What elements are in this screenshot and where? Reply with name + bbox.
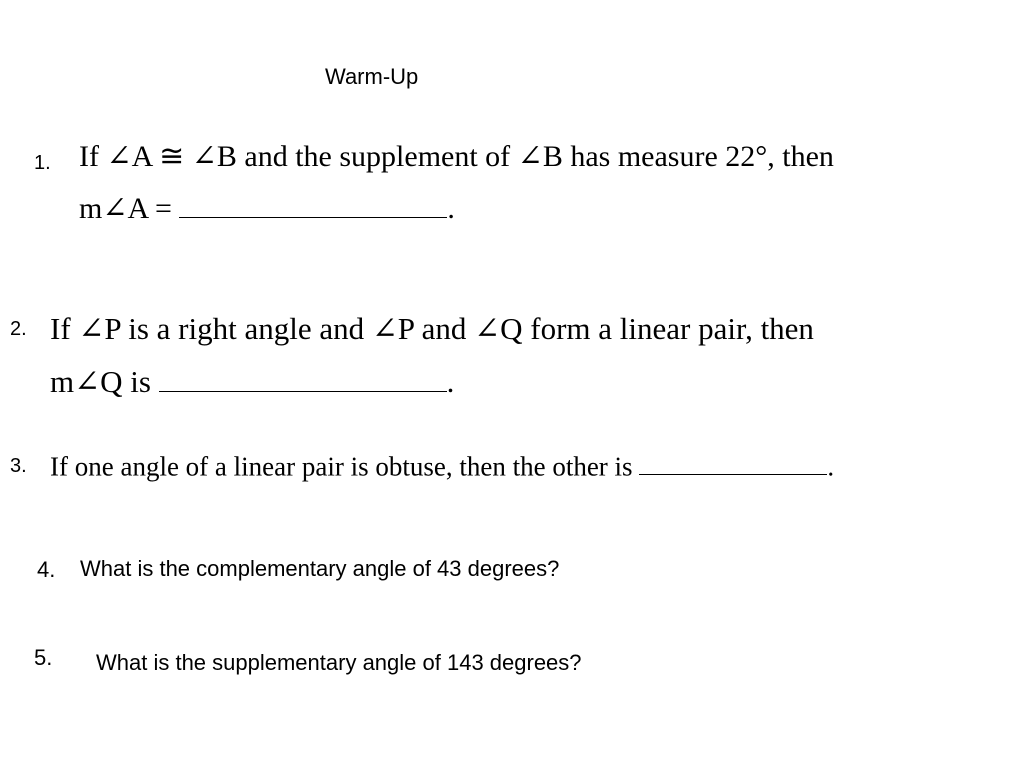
- question-3-line-1-prefix: If one angle of a linear pair is obtuse, then the other is: [50, 451, 633, 482]
- question-4-text: What is the complementary angle of 43 degrees?: [80, 556, 560, 581]
- question-3-line-1: [50, 450, 834, 480]
- question-2-line-2: [50, 363, 454, 397]
- question-2-number: 2.: [10, 318, 27, 340]
- question-3-number: 3.: [10, 455, 27, 477]
- question-1-number: 1.: [34, 152, 51, 174]
- question-1-line-2: [79, 190, 455, 224]
- question-1-line-2-suffix: .: [447, 192, 455, 225]
- question-1-answer-blank: [179, 190, 447, 218]
- page-title: Warm-Up: [325, 64, 419, 89]
- question-4-number: 4.: [37, 557, 56, 582]
- question-2-line-1: If ∠P is a right angle and ∠P and ∠Q form a linear pair, then: [50, 311, 814, 346]
- question-5-number: 5.: [34, 645, 53, 670]
- question-2-answer-blank: [159, 363, 447, 392]
- question-3-answer-blank: [639, 450, 827, 475]
- question-5-text: What is the supplementary angle of 143 degrees?: [96, 650, 582, 675]
- question-2-line-2-suffix: .: [446, 363, 455, 399]
- question-1-line-2-prefix: m∠A =: [79, 192, 172, 225]
- question-3-line-1-suffix: .: [827, 451, 835, 482]
- question-1-line-1: If ∠A ≅ ∠B and the supplement of ∠B has measure 22°, then: [79, 140, 834, 173]
- question-2-line-2-prefix: m∠Q is: [50, 363, 151, 399]
